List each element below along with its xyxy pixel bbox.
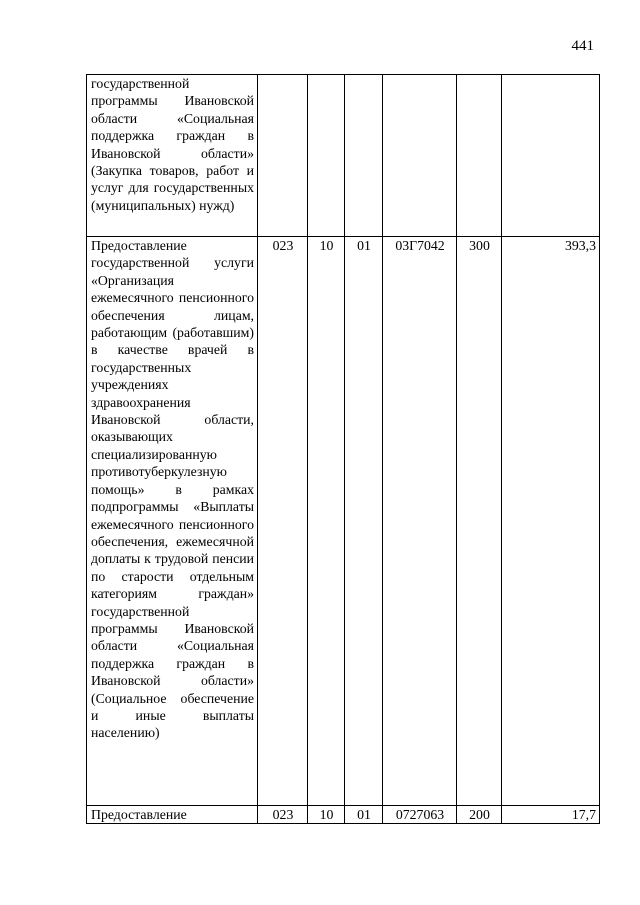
row-description: государственной программы Ивановской области «Социальная поддержка граждан в Ивановской области» (Закупка товаров, работ и услуг для государственных (муниципальных) нужд) (87, 75, 258, 237)
ministry-code (258, 75, 308, 237)
ministry-code: 023 (258, 806, 308, 824)
subsection-code: 01 (345, 237, 383, 806)
subsection-code: 01 (345, 806, 383, 824)
target-article-code (383, 75, 457, 237)
expense-type-code: 200 (457, 806, 502, 824)
section-code (308, 75, 345, 237)
section-code: 10 (308, 237, 345, 806)
table-row (87, 75, 600, 237)
budget-table (86, 74, 600, 824)
amount-value: 393,3 (502, 237, 600, 806)
row-description: Предоставление государственной услуги «Организация ежемесячного пенсионного обеспечения лицам, работающим (работавшим) в качестве врачей в государственных учреждениях здравоохранения Ивановской области, оказывающих специализированную противотуберкулезную помощь» в рамках подпрограммы «Выплаты ежемесячного пенсионного обеспечения, ежемесячной доплаты к трудовой пенсии по старости отдельным категориям граждан» государственной программы Ивановской области «Социальная поддержка граждан в Ивановской области» (Социальное обеспечение и иные выплаты населению) (87, 237, 258, 806)
target-article-code: 0727063 (383, 806, 457, 824)
amount-value (502, 75, 600, 237)
target-article-code: 03Г7042 (383, 237, 457, 806)
subsection-code (345, 75, 383, 237)
table-row (87, 237, 600, 806)
section-code: 10 (308, 806, 345, 824)
table-row (87, 806, 600, 824)
row-description: Предоставление (87, 806, 258, 824)
ministry-code: 023 (258, 237, 308, 806)
page-number: 441 (571, 38, 594, 54)
expense-type-code (457, 75, 502, 237)
expense-type-code: 300 (457, 237, 502, 806)
amount-value: 17,7 (502, 806, 600, 824)
